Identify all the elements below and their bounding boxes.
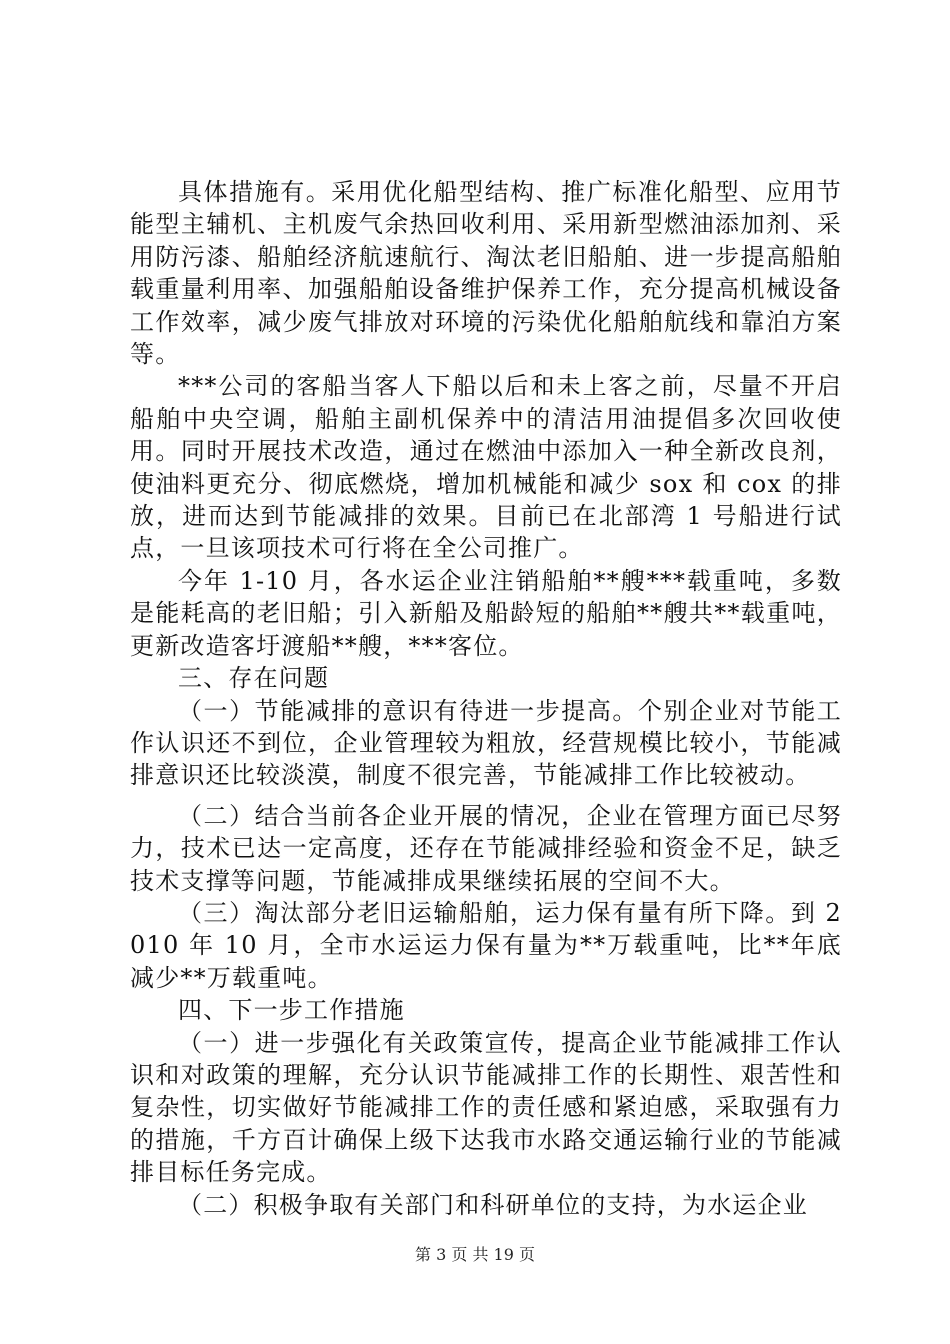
page-number-label: 第 3 页 共 19 页 xyxy=(415,1245,535,1264)
paragraph-problem-3: （三）淘汰部分老旧运输船舶，运力保有量有所下降。到 2010 年 10 月，全市水运运力保有量为**万载重吨，比**年底减少**万载重吨。 xyxy=(130,898,842,992)
paragraph-next-step-2: （二）积极争取有关部门和科研单位的支持，为水运企业 xyxy=(178,1190,808,1219)
paragraph-next-step-1: （一）进一步强化有关政策宣传，提高企业节能减排工作认识和对政策的理解，充分认识节能减排工作的长期性、艰苦性和复杂性，切实做好节能减排工作的责任感和紧迫感，采取强有力的措施，千方百计确保上级下达我市水路交通运输行业的节能减排目标任务完成。 xyxy=(130,1028,842,1187)
paragraph-ship-statistics: 今年 1-10 月，各水运企业注销船舶**艘***载重吨，多数是能耗高的老旧船；引入新船及船龄短的船舶**艘共**载重吨，更新改造客圩渡船**艘，***客位。 xyxy=(130,566,842,660)
paragraph-problem-2: （二）结合当前各企业开展的情况，企业在管理方面已尽努力，技术已达一定高度，还存在节能减排经验和资金不足，缺乏技术支撑等问题，节能减排成果继续拓展的空间不大。 xyxy=(130,801,842,895)
paragraph-problem-1: （一）节能减排的意识有待进一步提高。个别企业对节能工作认识还不到位，企业管理较为粗放，经营规模比较小，节能减排意识还比较淡漠，制度不很完善，节能减排工作比较被动。 xyxy=(130,696,842,790)
paragraph-company-passenger-ships: ***公司的客船当客人下船以后和未上客之前，尽量不开启船舶中央空调，船舶主副机保养中的清洁用油提倡多次回收使用。同时开展技术改造，通过在燃油中添加入一种全新改良剂，使油料更充分、彻底燃烧，增加机械能和减少 sox 和 cox 的排放，进而达到节能减排的效果。目前已在北部湾 1 号船进行试点，一旦该项技术可行将在全公司推广。 xyxy=(130,372,842,563)
page-footer xyxy=(0,1242,950,1265)
section-heading-next-steps: 四、下一步工作措施 xyxy=(178,996,405,1025)
paragraph-measures: 具体措施有。采用优化船型结构、推广标准化船型、应用节能型主辅机、主机废气余热回收利用、采用新型燃油添加剂、采用防污漆、船舶经济航速航行、淘汰老旧船舶、进一步提高船舶载重量利用率、加强船舶设备维护保养工作，充分提高机械设备工作效率，减少废气排放对环境的污染优化船舶航线和靠泊方案等。 xyxy=(130,178,842,369)
document-body xyxy=(130,176,842,1221)
section-heading-problems: 三、存在问题 xyxy=(178,664,330,693)
